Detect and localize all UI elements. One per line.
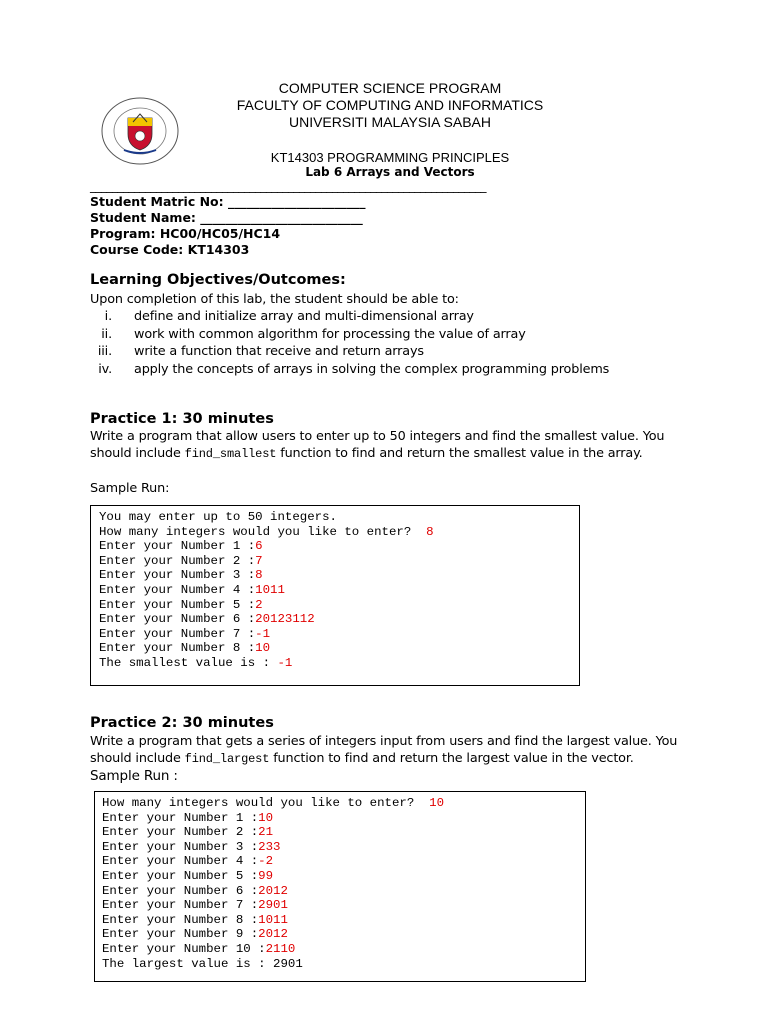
objectives-heading: Learning Objectives/Outcomes:	[90, 272, 346, 288]
practice2-sample-label: Sample Run :	[90, 768, 178, 784]
console-prompt: How many integers would you like to enter?	[102, 796, 430, 810]
console-prompt: Enter your Number 6 :	[99, 612, 256, 627]
console-input-value: 1011	[258, 912, 288, 927]
objectives-intro: Upon completion of this lab, the student should be able to:	[90, 292, 459, 307]
console-line	[99, 539, 434, 554]
console-input-value: 1011	[255, 582, 285, 597]
logo-text-bottom	[98, 96, 119, 98]
console-line	[102, 811, 444, 826]
console-line	[99, 525, 434, 540]
console-prompt: Enter your Number 4 :	[102, 854, 259, 869]
objectives-list	[68, 309, 708, 379]
console-line	[99, 554, 434, 569]
console-input-value: 8	[426, 524, 434, 539]
console-prompt: Enter your Number 7 :	[102, 898, 259, 913]
console-input-value: 233	[258, 839, 281, 854]
university-logo	[98, 96, 182, 166]
practice2-description-line2	[90, 751, 634, 766]
objective-text: write a function that receive and return arrays	[134, 344, 424, 359]
practice2-desc-pre: should include	[90, 751, 185, 766]
faculty-title: FACULTY OF COMPUTING AND INFORMATICS	[236, 97, 544, 113]
university-title: UNIVERSITI MALAYSIA SABAH	[288, 114, 492, 130]
practice2-console-output	[102, 796, 444, 971]
console-line	[99, 598, 434, 613]
objective-text: define and initialize array and multi-dimensional array	[134, 309, 474, 324]
console-input-value: 10	[429, 796, 445, 810]
program-title: COMPUTER SCIENCE PROGRAM	[278, 80, 502, 96]
find-largest-code: find_largest	[184, 752, 270, 766]
console-prompt: Enter your Number 1 :	[99, 539, 256, 554]
console-line	[102, 869, 444, 884]
practice2-sample-run-box	[94, 791, 586, 982]
divider-line: ________________________________________________________________________	[90, 179, 486, 193]
console-prompt: Enter your Number 9 :	[102, 927, 259, 942]
console-line	[99, 641, 434, 656]
console-line	[99, 583, 434, 598]
console-prompt: How many integers would you like to enter?	[99, 524, 427, 539]
console-prompt: Enter your Number 2 :	[99, 553, 256, 568]
console-input-value: 10	[258, 810, 274, 825]
console-prompt: Enter your Number 8 :	[99, 641, 256, 656]
console-prompt: Enter your Number 4 :	[99, 582, 256, 597]
console-line	[102, 884, 444, 899]
console-input-value: -1	[255, 626, 271, 641]
console-prompt: The smallest value is :	[99, 655, 278, 670]
objective-number: i.	[104, 309, 112, 324]
practice1-console-output	[99, 510, 434, 671]
console-line	[102, 957, 444, 972]
console-line	[102, 825, 444, 840]
console-input-value: 2012	[258, 927, 288, 942]
practice1-desc-post: function to find and return the smallest value in the array.	[276, 446, 643, 461]
console-input-value: 7	[255, 553, 263, 568]
course-code: Course Code: KT14303	[90, 242, 250, 257]
console-line	[99, 627, 434, 642]
console-input-value: 6	[255, 539, 263, 554]
console-prompt: Enter your Number 7 :	[99, 626, 256, 641]
console-prompt: Enter your Number 1 :	[102, 810, 259, 825]
console-line	[99, 568, 434, 583]
objective-text: work with common algorithm for processing the value of array	[134, 326, 526, 342]
objective-number: iii.	[97, 344, 112, 359]
student-name: Student Name: __________________________	[90, 210, 363, 225]
program-codes: Program: HC00/HC05/HC14	[90, 226, 281, 241]
student-matric: Student Matric No: ______________________	[90, 194, 366, 209]
practice2-desc-post: function to find and return the largest value in the vector.	[269, 751, 634, 766]
console-line	[99, 656, 434, 671]
console-prompt: Enter your Number 5 :	[99, 597, 256, 612]
console-input-value: 8	[255, 568, 263, 583]
find-smallest-code: find_smallest	[184, 447, 277, 461]
console-input-value: 99	[258, 868, 274, 883]
console-line	[102, 942, 444, 957]
practice1-desc-pre: should include	[90, 446, 185, 461]
console-line	[99, 510, 434, 525]
objective-text: apply the concepts of arrays in solving the complex programming problems	[134, 361, 610, 377]
practice1-sample-label: Sample Run:	[90, 481, 170, 496]
console-prompt: The largest value is : 2901	[102, 956, 303, 971]
objective-item	[68, 344, 708, 362]
console-prompt: Enter your Number 10 :	[102, 941, 266, 956]
console-line	[102, 927, 444, 942]
console-prompt: You may enter up to 50 integers.	[99, 510, 337, 524]
console-line	[102, 854, 444, 869]
console-line	[99, 612, 434, 627]
lab-title: Lab 6 Arrays and Vectors	[305, 165, 475, 179]
console-prompt: Enter your Number 3 :	[99, 568, 256, 583]
objective-item	[68, 362, 708, 380]
practice1-description-line1: Write a program that allow users to enter up to 50 integers and find the smallest value. You	[90, 429, 665, 444]
console-prompt: Enter your Number 5 :	[102, 868, 259, 883]
console-prompt: Enter your Number 6 :	[102, 883, 259, 898]
objective-number: iv.	[98, 361, 112, 377]
course-title: KT14303 PROGRAMMING PRINCIPLES	[270, 150, 510, 165]
console-line	[102, 898, 444, 913]
practice2-heading: Practice 2: 30 minutes	[90, 715, 274, 731]
console-prompt: Enter your Number 2 :	[102, 825, 259, 840]
console-line	[102, 840, 444, 855]
console-input-value: 21	[258, 825, 274, 840]
objective-item	[68, 327, 708, 345]
console-line	[102, 913, 444, 928]
objective-number: ii.	[101, 326, 112, 342]
practice1-sample-run-box	[90, 505, 580, 686]
console-prompt: Enter your Number 8 :	[102, 912, 259, 927]
console-input-value: -1	[277, 655, 293, 670]
console-input-value: 2901	[258, 898, 288, 913]
console-input-value: 20123112	[255, 612, 315, 627]
console-input-value: 2012	[258, 883, 288, 898]
console-input-value: 2	[255, 597, 263, 612]
console-input-value: 2110	[265, 941, 296, 956]
objective-item	[68, 309, 708, 327]
practice2-description-line1: Write a program that gets a series of integers input from users and find the largest value. You	[90, 734, 678, 749]
practice1-heading: Practice 1: 30 minutes	[90, 411, 274, 427]
console-input-value: -2	[258, 854, 274, 869]
console-prompt: Enter your Number 3 :	[102, 839, 259, 854]
console-input-value: 10	[255, 641, 271, 656]
console-line	[102, 796, 444, 811]
practice1-description-line2	[90, 446, 643, 461]
